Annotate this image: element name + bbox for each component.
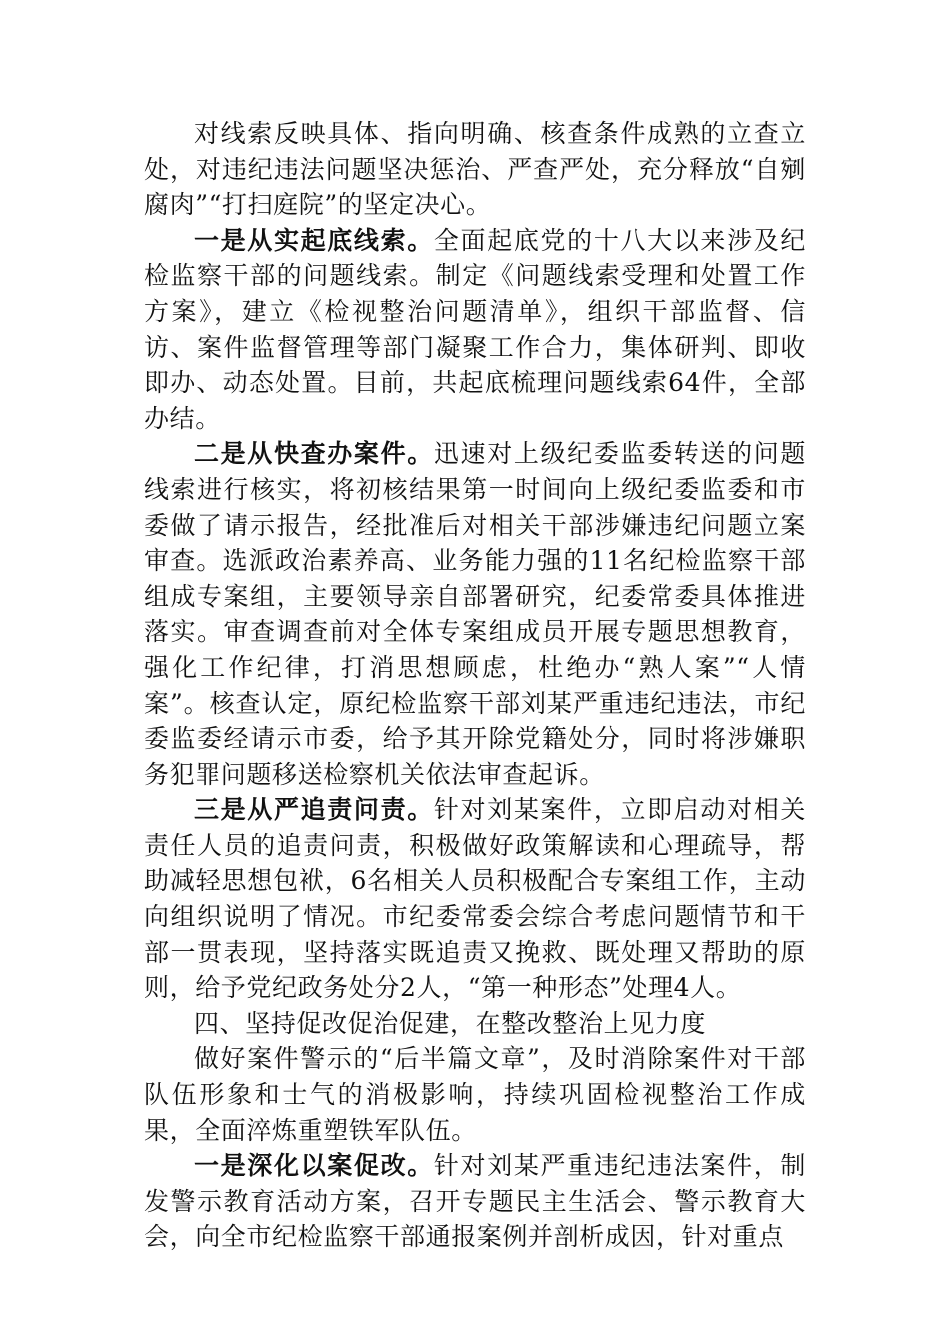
section-heading: 四、坚持促改促治促建，在整改整治上见力度 [194,1008,707,1038]
paragraph-item-3-text: 针对刘某案件，立即启动对相关责任人员的追责问责，积极做好政策解读和心理疏导，帮助减轻思想包袱，6名相关人员积极配合专案组工作，主动向组织说明了情况。市纪委常委会综合考虑问题情节和干部一贯表现，坚持落实既追责又挽救、既处理又帮助的原则，给予党纪政务处分2人，“第一种形态”处理4人。 [144,795,806,1003]
paragraph-section4-item-1-text: 针对刘某严重违纪违法案件，制发警示教育活动方案，召开专题民主生活会、警示教育大会，向全市纪检监察干部通报案例并剖析成因，针对重点 [144,1151,806,1252]
paragraph-item-2-lead: 二是从快查办案件。 [194,439,434,469]
paragraph-item-3-lead: 三是从严追责问责。 [194,795,434,825]
paragraph-section4-item-1 [144,1148,806,1255]
paragraph-item-2 [144,436,806,792]
paragraph-item-1 [144,223,806,437]
paragraph-item-1-lead: 一是从实起底线索。 [194,225,434,255]
paragraph-item-2-text: 迅速对上级纪委监委转送的问题线索进行核实，将初核结果第一时间向上级纪委监委和市委做了请示报告，经批准后对相关干部涉嫌违纪问题立案审查。选派政治素养高、业务能力强的11名纪检监察干部组成专案组，主要领导亲自部署研究，纪委常委具体推进落实。审查调查前对全体专案组成员开展专题思想教育，强化工作纪律，打消思想顾虑，杜绝办“熟人案”“人情案”。核查认定，原纪检监察干部刘某严重违纪违法，市纪委监委经请示市委，给予其开除党籍处分，同时将涉嫌职务犯罪问题移送检察机关依法审查起诉。 [144,439,806,789]
document-body [144,116,806,1255]
paragraph-section4-item-1-lead: 一是深化以案促改。 [194,1151,434,1181]
paragraph-item-1-text: 全面起底党的十八大以来涉及纪检监察干部的问题线索。制定《问题线索受理和处置工作方案》，建立《检视整治问题清单》，组织干部监督、信访、案件监督管理等部门凝聚工作合力，集体研判、即收即办、动态处置。目前，共起底梳理问题线索64件，全部办结。 [144,225,806,433]
paragraph-item-3 [144,792,806,1006]
paragraph-intro [144,116,806,223]
section-intro: 做好案件警示的“后半篇文章”，及时消除案件对干部队伍形象和士气的消极影响，持续巩固检视整治工作成果，全面淬炼重塑铁军队伍。 [144,1044,806,1145]
paragraph-intro-text: 对线索反映具体、指向明确、核查条件成熟的立查立处，对违纪违法问题坚决惩治、严查严处，充分释放“自剜腐肉”“打扫庭院”的坚定决心。 [144,119,806,220]
